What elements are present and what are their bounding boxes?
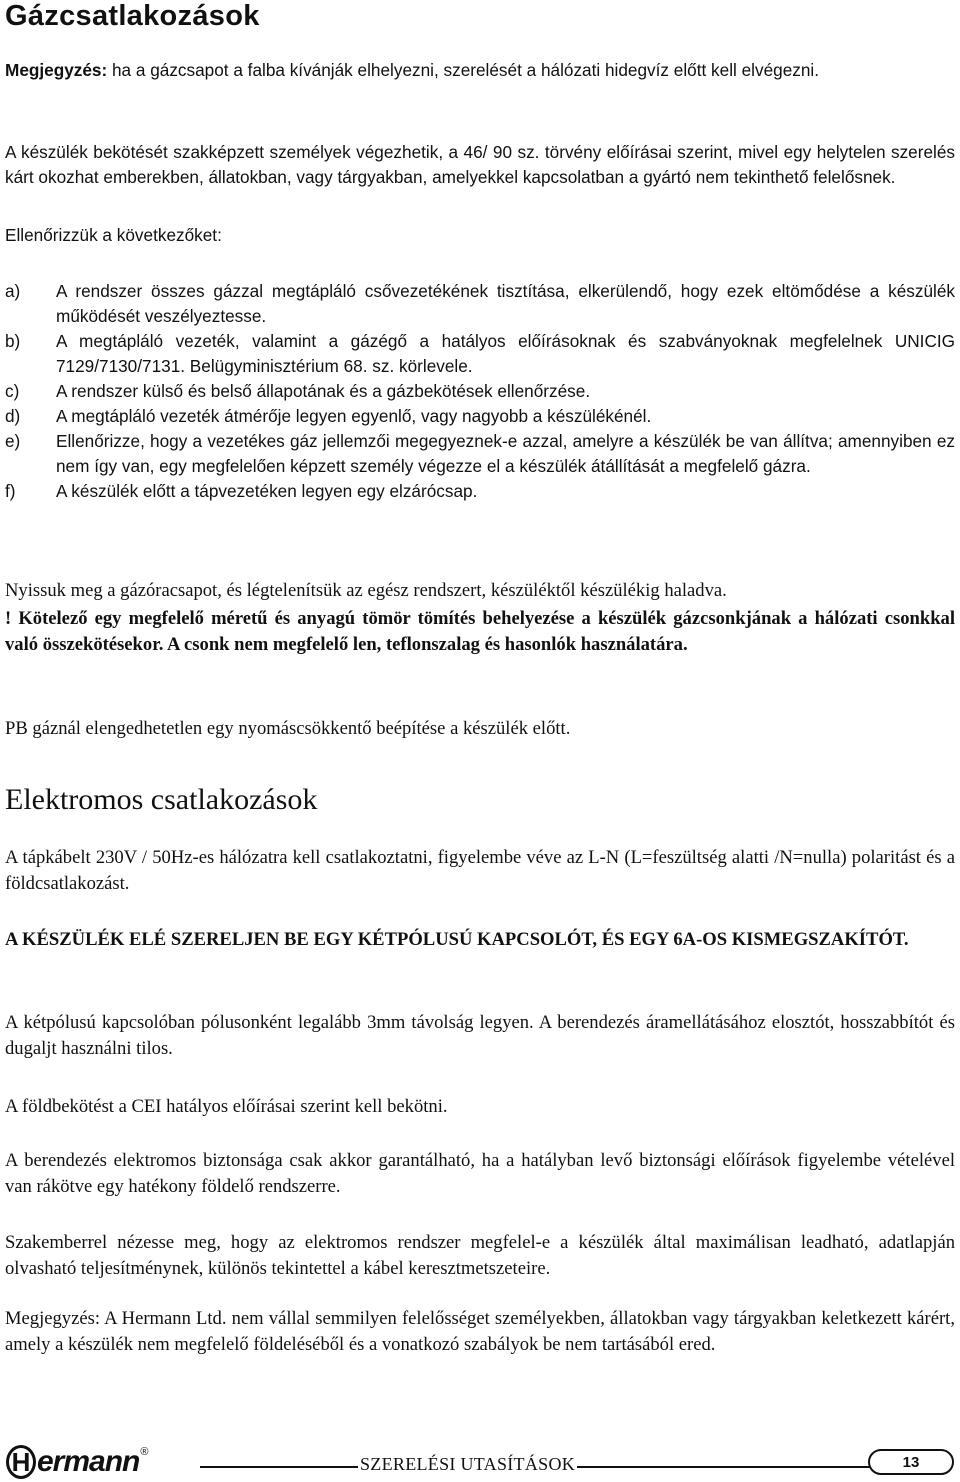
- electrical-safety-paragraph: A berendezés elektromos biztonsága csak akkor garantálható, ha a hatályban levő biztonsági előírások figyelembe vételével van rákötve egy hatékony földelő rendszerre.: [5, 1150, 955, 1197]
- gas-note-label: Megjegyzés:: [5, 60, 108, 80]
- footer-title: SZERELÉSI UTASÍTÁSOK: [360, 1454, 576, 1474]
- logo-badge: H: [6, 1445, 36, 1479]
- check-item-label: d): [5, 406, 21, 426]
- check-item-label: b): [5, 331, 21, 351]
- check-item-label: c): [5, 381, 20, 401]
- check-intro: Ellenőrizzük a következőket:: [5, 225, 222, 245]
- check-item-label: a): [5, 281, 21, 301]
- specialist-check-paragraph: Szakemberrel nézesse meg, hogy az elektromos rendszer megfelel-e a készülék által maximálisan leadható, adatlapján olvasható teljesítménynek, különös tekintettel a kábel keresztmetszeteire.: [5, 1232, 955, 1279]
- check-item-text: A megtápláló vezeték átmérője legyen egyenlő, vagy nagyobb a készülékénél.: [56, 406, 652, 426]
- open-valve-paragraph: Nyissuk meg a gázóracsapot, és légtelenítsük az egész rendszert, készüléktől készülékig haladva.: [5, 580, 727, 601]
- check-item-text: A rendszer külső és belső állapotának és a gázbekötések ellenőrzése.: [56, 381, 591, 401]
- check-list: [5, 279, 955, 504]
- check-item-text: A rendszer összes gázzal megtápláló csővezetékének tisztítása, elkerülendő, hogy ezek eltömődése a készülék működését veszélyeztesse.: [56, 281, 955, 326]
- check-item: [5, 429, 955, 479]
- hermann-logo: [6, 1444, 148, 1480]
- check-item: [5, 329, 955, 379]
- check-item-text: A megtápláló vezeték, valamint a gázégő a hatályos előírásoknak és szabványoknak megfelelnek UNICIG 7129/7130/7131. Belügyminisztérium 68. sz. körlevele.: [56, 331, 955, 376]
- pb-gas-note: PB gáznál elengedhetetlen egy nyomáscsökkentő beépítése a készülék előtt.: [5, 718, 571, 739]
- check-item-label: e): [5, 431, 21, 451]
- switch-warning: A KÉSZÜLÉK ELÉ SZERELJEN BE EGY KÉTPÓLUSÚ KAPCSOLÓT, ÉS EGY 6A-OS KISMEGSZAKÍTÓT.: [5, 929, 909, 950]
- check-item: [5, 404, 955, 429]
- check-item-text: A készülék előtt a tápvezetéken legyen egy elzárócsap.: [56, 481, 478, 501]
- grounding-paragraph: A földbekötést a CEI hatályos előírásai szerint kell bekötni.: [5, 1096, 448, 1117]
- electric-connections-title: Elektromos csatlakozások: [5, 783, 318, 816]
- check-item: [5, 379, 955, 404]
- liability-note: Megjegyzés: A Hermann Ltd. nem vállal semmilyen felelősséget személyekben, állatokban vagy tárgyakban keletkezett kárért, amely a készülék nem megfelelő földeléséből és a vonatkozó szabályok be nem tartásából ered.: [5, 1308, 955, 1355]
- bipolar-switch-paragraph: A kétpólusú kapcsolóban pólusonként legalább 3mm távolság legyen. A berendezés áramellátásához elosztót, hosszabbítót és dugaljt használni tilos.: [5, 1012, 955, 1059]
- logo-text: ermann: [37, 1445, 140, 1478]
- gas-note-text: ha a gázcsapot a falba kívánják elhelyezni, szerelését a hálózati hidegvíz előtt kell elvégezni.: [107, 60, 819, 80]
- gas-connections-title: Gázcsatlakozások: [5, 0, 260, 32]
- gasket-warning: ! Kötelező egy megfelelő méretű és anyagú tömör tömítés behelyezése a készülék gázcsonkjának a hálózati csonkkal való összekötésekor. A csonk nem megfelelő len, teflonszalag és hasonlók használatára.: [5, 608, 955, 655]
- check-item: [5, 279, 955, 329]
- page-number: 13: [868, 1449, 954, 1475]
- gas-installer-paragraph: A készülék bekötését szakképzett személyek végezhetik, a 46/ 90 sz. törvény előírásai szerint, mivel egy helytelen szerelés kárt okozhat emberekben, állatokban, vagy tárgyakban, amelyekkel kapcsolatban a gyártó nem tekinthető felelősnek.: [5, 142, 955, 187]
- check-item-label: f): [5, 481, 16, 501]
- check-item: [5, 479, 955, 504]
- page-footer: [0, 1440, 960, 1482]
- check-item-text: Ellenőrizze, hogy a vezetékes gáz jellemzői megegyeznek-e azzal, amelyre a készülék be van állítva; amennyiben ez nem így van, egy megfelelően képzett személy végezze el a készülék átállítását a megfelelő gázra.: [56, 431, 955, 476]
- registered-mark: ®: [140, 1446, 149, 1458]
- electric-supply-paragraph: A tápkábelt 230V / 50Hz-es hálózatra kell csatlakoztatni, figyelembe véve az L-N (L=feszültség alatti /N=nulla) polaritást és a földcsatlakozást.: [5, 847, 955, 894]
- gas-note: [5, 58, 955, 83]
